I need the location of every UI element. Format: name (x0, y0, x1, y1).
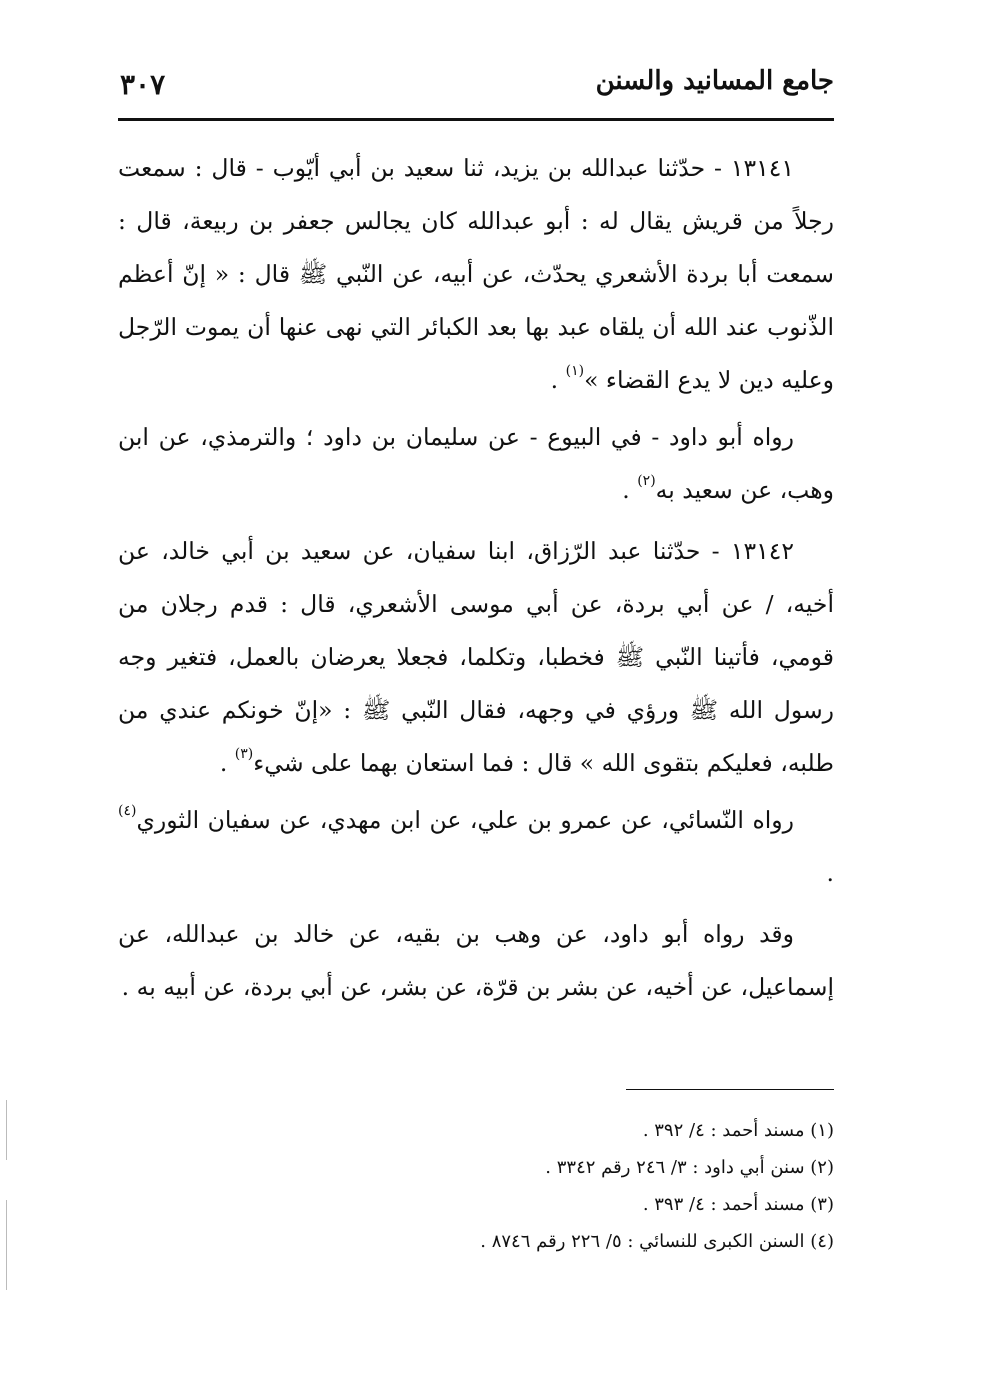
book-title: جامع المسانيد والسنن (595, 66, 834, 96)
paragraph-text: رواه النّسائي، عن عمرو بن علي، عن ابن مهدي، عن سفيان الثوري (136, 806, 794, 834)
paragraph-narration-3 (118, 908, 834, 1014)
footnote-3: (٣) مسند أحمد : ٤/ ٣٩٣ . (642, 1194, 834, 1215)
paragraph-hadith-13142 (118, 525, 834, 790)
scan-margin-mark (6, 1100, 7, 1160)
footnote-ref: (٣) (234, 746, 254, 763)
header-rule (118, 118, 834, 121)
footnote-1: (١) مسند أحمد : ٤/ ٣٩٢ . (642, 1120, 834, 1141)
footnote-ref: (٢) (637, 473, 656, 490)
paragraph-hadith-13141 (118, 142, 834, 407)
footnote-2: (٢) سنن أبي داود : ٣/ ٢٤٦ رقم ٣٣٤٢ . (545, 1157, 834, 1178)
paragraph-narration-2 (118, 794, 834, 900)
paragraph-text: ١٣١٤٢ - حدّثنا عبد الرّزاق، ابنا سفيان، عن سعيد بن أبي خالد، عن أخيه، / عن أبي بردة، عن أبي موسى الأشعري، قال : قدم رجلان من قومي، فأتينا النّبي ﷺ فخطبا، وتكلما، فجعلا يعرضان بالعمل، فتغير وجه رسول الله ﷺ ورؤي في وجهه، فقال النّبي ﷺ : «إنّ خونكم عندي من طلبه، فعليكم بتقوى الله » قال : فما استعان بهما على شيء (118, 537, 834, 777)
paragraph-narration-1 (118, 411, 834, 517)
scan-margin-mark (6, 1200, 7, 1290)
paragraph-tail: . (826, 859, 834, 887)
running-head (118, 60, 834, 116)
paragraph-text: وقد رواه أبو داود، عن وهب بن بقيه، عن خالد بن عبدالله، عن إسماعيل، عن أخيه، عن بشر بن قرّة، عن بشر، عن أبي بردة، عن أبيه به . (118, 920, 834, 1001)
footnote-rule (626, 1089, 834, 1090)
paragraph-tail: . (550, 366, 566, 394)
body-text (118, 142, 834, 1018)
paragraph-text: رواه أبو داود - في البيوع - عن سليمان بن داود ؛ والترمذي، عن ابن وهب، عن سعيد به (118, 423, 834, 504)
paragraph-tail: . (219, 749, 235, 777)
footnotes (118, 1112, 834, 1260)
paragraph-tail: . (622, 476, 638, 504)
page-number: ٣٠٧ (120, 68, 166, 101)
footnote-ref: (٤) (118, 803, 137, 820)
paragraph-text: ١٣١٤١ - حدّثنا عبدالله بن يزيد، ثنا سعيد بن أبي أيّوب - قال : سمعت رجلاً من قريش يقال له : أبو عبدالله كان يجالس جعفر بن ربيعة، قال : سمعت أبا بردة الأشعري يحدّث، عن أبيه، عن النّبي ﷺ قال : « إنّ أعظم الذّنوب عند الله أن يلقاه عبد بها بعد الكبائر التي نهى عنها أن يموت الرّجل وعليه دين لا يدع القضاء » (118, 154, 834, 394)
footnote-4: (٤) السنن الكبرى للنسائي : ٥/ ٢٢٦ رقم ٨٧٤٦ . (480, 1231, 834, 1252)
footnote-ref: (١) (565, 363, 585, 380)
